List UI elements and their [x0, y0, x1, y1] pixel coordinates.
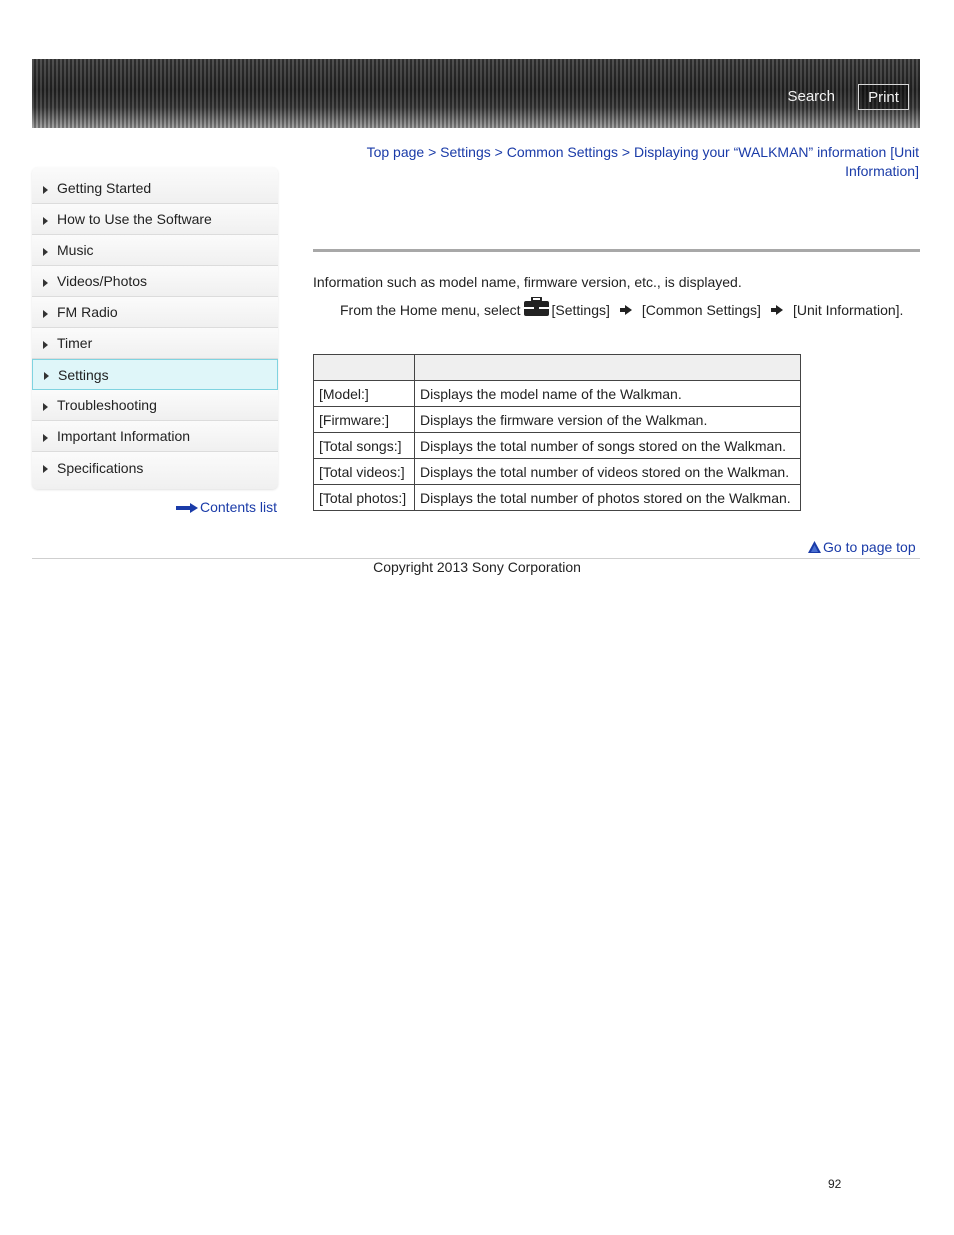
table-row	[314, 459, 801, 485]
sidebar-item-label: Music	[57, 242, 94, 258]
table-header-row	[314, 355, 801, 381]
sidebar-item-how-to-use-software[interactable]	[32, 204, 278, 235]
intro-text: Information such as model name, firmware version, etc., is displayed.	[313, 274, 742, 290]
table-cell-description: Displays the firmware version of the Walkman.	[415, 407, 801, 433]
arrow-right-icon	[43, 310, 48, 318]
arrow-right-icon	[771, 305, 783, 315]
sidebar-item-label: Specifications	[57, 459, 144, 476]
contents-list-link[interactable]	[176, 499, 277, 515]
copyright-text: Copyright 2013 Sony Corporation	[373, 559, 581, 575]
sidebar-item-fm-radio[interactable]	[32, 297, 278, 328]
table-cell-item: [Total videos:]	[314, 459, 415, 485]
sidebar-item-timer[interactable]	[32, 328, 278, 359]
go-to-page-top-link[interactable]	[808, 539, 916, 555]
step-settings: [Settings]	[551, 301, 610, 318]
arrow-right-icon	[43, 186, 48, 194]
table-cell-description: Displays the total number of photos stored on the Walkman.	[415, 485, 801, 511]
arrow-right-icon	[43, 403, 48, 411]
sidebar-item-label: Videos/Photos	[57, 273, 148, 289]
sidebar-item-label: FM Radio	[57, 304, 118, 320]
table-row	[314, 433, 801, 459]
arrow-right-icon	[43, 434, 48, 442]
arrow-right-icon	[43, 341, 48, 349]
breadcrumb-settings[interactable]: Settings	[440, 144, 491, 160]
title-divider	[313, 249, 920, 252]
sidebar-item-specifications[interactable]	[32, 452, 278, 489]
sidebar-item-videos-photos[interactable]	[32, 266, 278, 297]
arrow-right-icon	[176, 503, 198, 513]
arrow-right-icon	[43, 279, 48, 287]
table-cell-item: [Total photos:]	[314, 485, 415, 511]
sidebar-item-label: Settings	[58, 366, 109, 383]
breadcrumb-current-page[interactable]: Displaying your “WALKMAN” information [Unit Information]	[633, 144, 919, 179]
triangle-up-icon	[808, 541, 821, 553]
table-row	[314, 407, 801, 433]
table-header-cell	[314, 355, 415, 381]
contents-list-label: Contents list	[200, 499, 278, 515]
breadcrumb-separator: >	[428, 144, 437, 160]
search-link[interactable]: Search	[787, 88, 835, 105]
sidebar-item-label: How to Use the Software	[57, 211, 212, 227]
go-to-page-top-label: Go to page top	[823, 539, 916, 555]
arrow-right-icon	[43, 465, 48, 473]
step-common-settings: [Common Settings]	[641, 301, 761, 318]
step-instruction	[340, 300, 903, 319]
table-cell-description: Displays the total number of videos stored on the Walkman.	[415, 459, 801, 485]
header-banner	[32, 59, 920, 128]
sidebar-item-music[interactable]	[32, 235, 278, 266]
sidebar-item-label: Getting Started	[57, 180, 152, 196]
breadcrumb-separator: >	[494, 144, 503, 160]
table-row	[314, 381, 801, 407]
table-row	[314, 485, 801, 511]
page-number: 92	[828, 1177, 842, 1191]
table-cell-item: [Total songs:]	[314, 433, 415, 459]
table-cell-description: Displays the model name of the Walkman.	[415, 381, 801, 407]
step-unit-information: [Unit Information].	[792, 301, 904, 318]
toolbox-settings-icon	[524, 297, 549, 316]
sidebar-item-troubleshooting[interactable]	[32, 390, 278, 421]
arrow-right-icon	[44, 372, 49, 380]
arrow-right-icon	[620, 305, 632, 315]
arrow-right-icon	[43, 248, 48, 256]
unit-information-table	[313, 354, 801, 511]
breadcrumb-common-settings[interactable]: Common Settings	[506, 144, 619, 160]
arrow-right-icon	[43, 217, 48, 225]
print-button[interactable]: Print	[858, 84, 909, 110]
breadcrumb-top-page[interactable]: Top page	[366, 144, 425, 160]
table-header-cell	[415, 355, 801, 381]
sidebar-item-label: Troubleshooting	[57, 397, 157, 413]
breadcrumb-separator: >	[621, 144, 631, 160]
table-cell-item: [Model:]	[314, 381, 415, 407]
sidebar-nav	[32, 167, 278, 489]
sidebar-item-important-information[interactable]	[32, 421, 278, 452]
step-prefix: From the Home menu, select	[340, 301, 521, 318]
breadcrumb	[313, 143, 919, 181]
sidebar-item-label: Timer	[57, 335, 93, 351]
sidebar-item-getting-started[interactable]	[32, 167, 278, 204]
sidebar-item-label: Important Information	[57, 428, 191, 444]
table-cell-description: Displays the total number of songs stored on the Walkman.	[415, 433, 801, 459]
sidebar-item-settings[interactable]	[32, 359, 278, 390]
table-cell-item: [Firmware:]	[314, 407, 415, 433]
